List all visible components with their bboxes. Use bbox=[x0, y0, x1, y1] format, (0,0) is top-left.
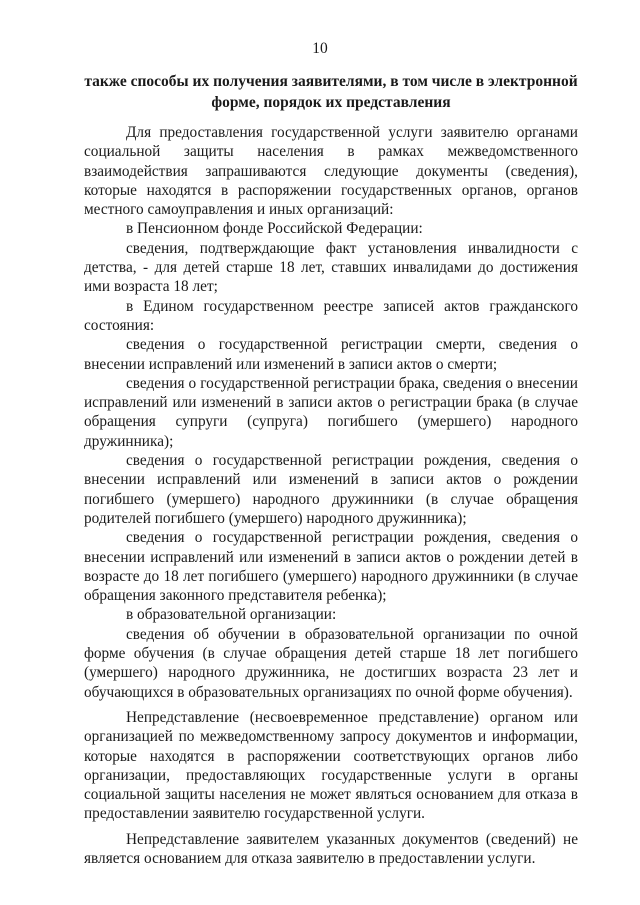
paragraph-civil-registry: в Едином государственном реестре записей актов гражданского состояния: bbox=[84, 297, 578, 334]
document-body bbox=[84, 123, 578, 868]
paragraph-birth-registration-parents: сведения о государственной регистрации рождения, сведения о внесении исправлений или изменений в записи актов о рождении погибшего (умершего) народного дружинники (в случае обращения родителей погибшего (умершего) народного дружинника); bbox=[84, 452, 578, 527]
paragraph-education-info: сведения об обучении в образовательной организации по очной форме обучения (в случае обращения детей старше 18 лет погибшего (умершего) народного дружинника, не достигших возраста 23 лет и обучающихся в образовательных организациях по очной форме обучения). bbox=[84, 625, 578, 701]
page-number: 10 bbox=[312, 40, 328, 57]
paragraph-non-submission-applicant: Непредставление заявителем указанных документов (сведений) не является основанием для отказа заявителю в предоставлении услуги. bbox=[84, 830, 578, 867]
paragraph-non-submission-agency: Непредставление (несвоевременное представление) органом или организацией по межведомственному запросу документов и информации, которые находятся в распоряжении соответствующих органов либо организации, предоставляющих государственные услуги в органы социальной защиты населения не может являться основанием для отказа в предоставлении заявителю государственной услуги. bbox=[84, 708, 578, 823]
paragraph-death-registration: сведения о государственной регистрации смерти, сведения о внесении исправлений или изменений в записи актов о смерти; bbox=[84, 336, 578, 373]
paragraph-birth-registration-children: сведения о государственной регистрации рождения, сведения о внесении исправлений или изменений в записи актов о рождении детей в возрасте до 18 лет погибшего (умершего) народного дружинники (в случае обращения законного представителя ребенка); bbox=[84, 529, 578, 605]
paragraph-disability-info: сведения, подтверждающие факт установления инвалидности с детства, - для детей старше 18 лет, ставших инвалидами до достижения ими возраста 18 лет; bbox=[84, 239, 578, 296]
paragraph-intro: Для предоставления государственной услуги заявителю органами социальной защиты населения в рамках межведомственного взаимодействия запрашиваются следующие документы (сведения), которые находятся в распоряжении государственных органов, органов местного самоуправления и иных организаций: bbox=[84, 124, 578, 219]
paragraph-marriage-registration: сведения о государственной регистрации брака, сведения о внесении исправлений или изменений в записи актов о регистрации брака (в случае обращения супруги (супруга) погибшего (умершего) народного дружинника); bbox=[84, 374, 578, 450]
section-heading: также способы их получения заявителями, в том числе в электронной форме, порядок их представления bbox=[84, 73, 578, 111]
paragraph-pension-fund: в Пенсионном фонде Российской Федерации: bbox=[126, 220, 423, 238]
paragraph-educational-org: в образовательной организации: bbox=[126, 606, 337, 624]
